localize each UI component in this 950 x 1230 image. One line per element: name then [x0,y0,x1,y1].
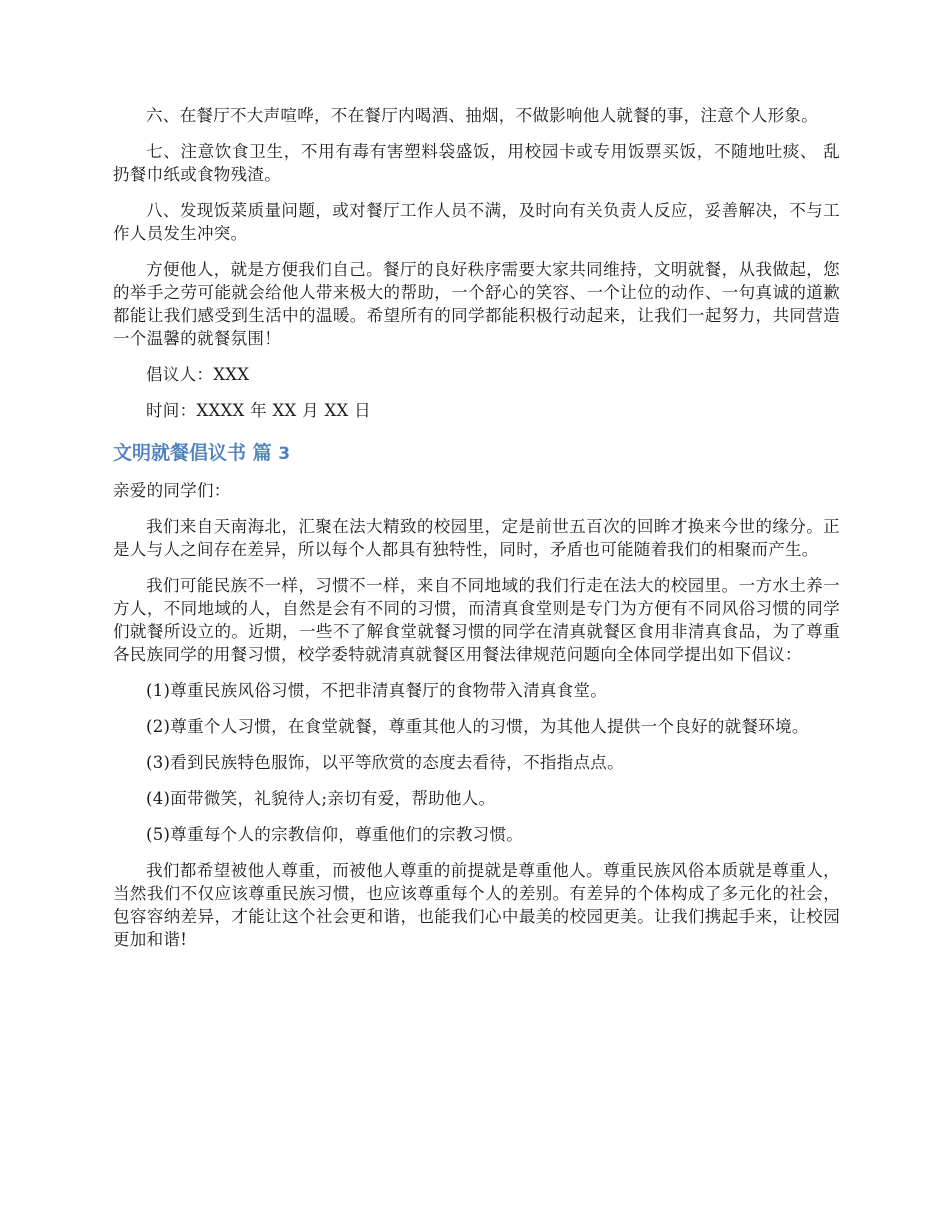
greeting-line: 亲爱的同学们： [113,481,231,500]
date-line: 时间：XXXX 年 XX 月 XX 日 [146,401,371,420]
list-item-proposal-2: (2)尊重个人习惯，在食堂就餐，尊重其他人的习惯，为其他人提供一个良好的就餐环境。 [146,717,809,736]
list-item-proposal-4: (4)面带微笑，礼貌待人;亲切有爱，帮助他人。 [146,789,496,808]
section-heading [113,440,840,467]
paragraph-context: 我们可能民族不一样，习惯不一样，来自不同地域的我们行走在法大的校园里。一方水土养一方人，不同地域的人，自然是会有不同的习惯，而清真食堂则是专门为方便有不同风俗习惯的同学们就餐所设立的。近期，一些不了解食堂就餐习惯的同学在清真就餐区食用非清真食品，为了尊重各民族同学的用餐习惯，校学委特就清真就餐区用餐法律规范问题向全体同学提出如下倡议： [113,576,840,664]
signatory-line: 倡议人：XXX [146,365,250,384]
paragraph-rule-seven: 七、注意饮食卫生，不用有毒有害塑料袋盛饭，用校园卡或专用饭票买饭，不随地吐痰、 乱扔餐巾纸或食物残渣。 [113,142,840,184]
paragraph-conclusion: 方便他人，就是方便我们自己。餐厅的良好秩序需要大家共同维持，文明就餐，从我做起，您的举手之劳可能就会给他人带来极大的帮助，一个舒心的笑容、一个让位的动作、一句真诚的道歉都能让我们感受到生活中的温暖。希望所有的同学都能积极行动起来，让我们一起努力，共同营造一个温馨的就餐氛围！ [113,260,840,348]
list-item-proposal-3: (3)看到民族特色服饰，以平等欣赏的态度去看待，不指指点点。 [146,753,624,772]
list-item-proposal-5: (5)尊重每个人的宗教信仰，尊重他们的宗教习惯。 [146,825,524,844]
paragraph-intro: 我们来自天南海北，汇聚在法大精致的校园里，定是前世五百次的回眸才换来今世的缘分。正是人与人之间存在差异，所以每个人都具有独特性，同时，矛盾也可能随着我们的相聚而产生。 [113,517,840,559]
paragraph-closing: 我们都希望被他人尊重，而被他人尊重的前提就是尊重他人。尊重民族风俗本质就是尊重人，当然我们不仅应该尊重民族习惯，也应该尊重每个人的差别。有差异的个体构成了多元化的社会，包容容纳差异，才能让这个社会更和谐，也能我们心中最美的校园更美。让我们携起手来，让校园更加和谐! [113,861,840,949]
paragraph-rule-eight: 八、发现饭菜质量问题，或对餐厅工作人员不满，及时向有关负责人反应，妥善解决，不与工作人员发生冲突。 [113,201,840,243]
paragraph-rule-six: 六、在餐厅不大声喧哗，不在餐厅内喝酒、抽烟，不做影响他人就餐的事，注意个人形象。 [146,106,818,125]
section-heading-number: 3 [278,444,291,464]
section-heading-title: 文明就餐倡议书 篇 [113,442,272,464]
list-item-proposal-1: (1)尊重民族风俗习惯，不把非清真餐厅的食物带入清真食堂。 [146,681,608,700]
